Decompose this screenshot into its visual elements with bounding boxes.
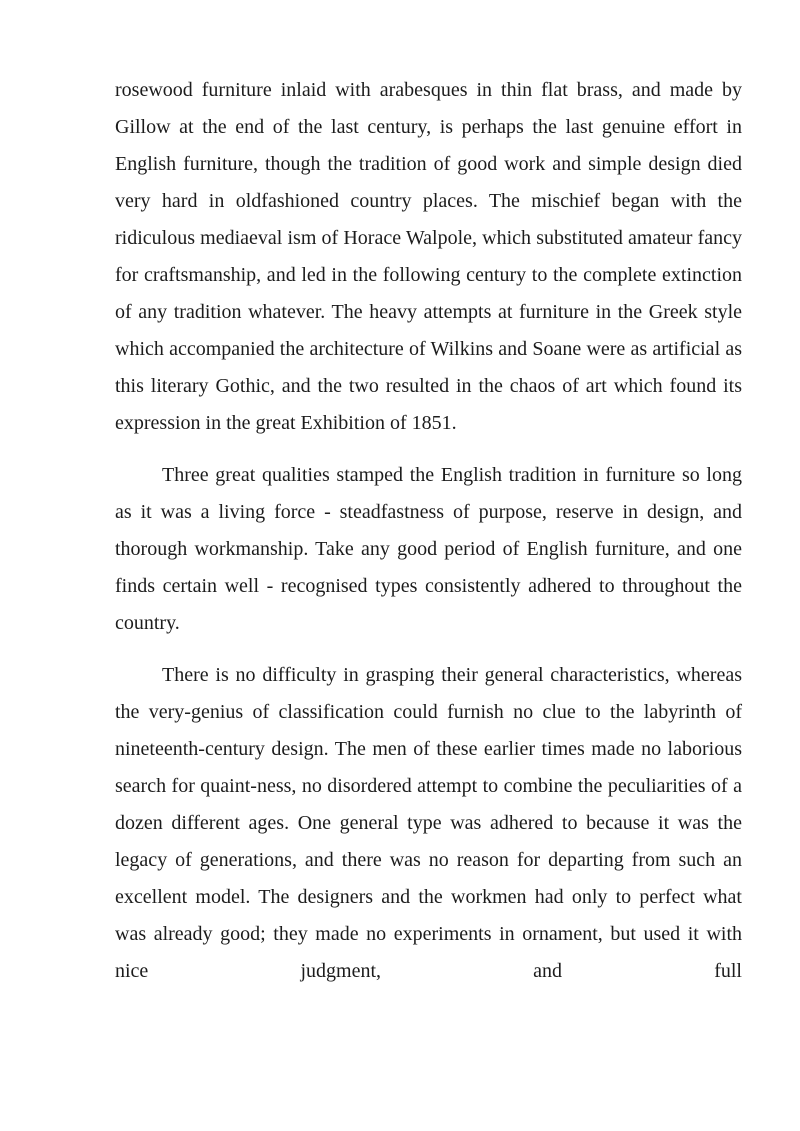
body-text [115, 72, 742, 990]
paragraph-3: There is no difficulty in grasping their general characteristics, whereas the very-genius of classification could furnish no clue to the labyrinth of nineteenth-century design. The men of these earlier times made no laborious search for quaint-ness, no disordered attempt to combine the peculiarities of a dozen different ages. One general type was adhered to because it was the legacy of generations, and there was no reason for departing from such an excellent model. The designers and the workmen had only to perfect what was already good; they made no experiments in ornament, but used it with nice judgment, and full [115, 664, 742, 982]
paragraph-2: Three great qualities stamped the English tradition in furniture so long as it was a living force - steadfastness of purpose, reserve in design, and thorough workmanship. Take any good period of English furniture, and one finds certain well - recognised types consistently adhered to throughout the country. [115, 464, 742, 634]
paragraph-1: rosewood furniture inlaid with arabesques in thin flat brass, and made by Gillow at the end of the last century, is perhaps the last genuine effort in English furniture, though the tradition of good work and simple design died very hard in oldfashioned country places. The mischief began with the ridiculous mediaeval ism of Horace Walpole, which substituted amateur fancy for craftsmanship, and led in the following century to the complete extinction of any tradition whatever. The heavy attempts at furniture in the Greek style which accompanied the architecture of Wilkins and Soane were as artificial as this literary Gothic, and the two resulted in the chaos of art which found its expression in the great Exhibition of 1851. [115, 79, 742, 434]
